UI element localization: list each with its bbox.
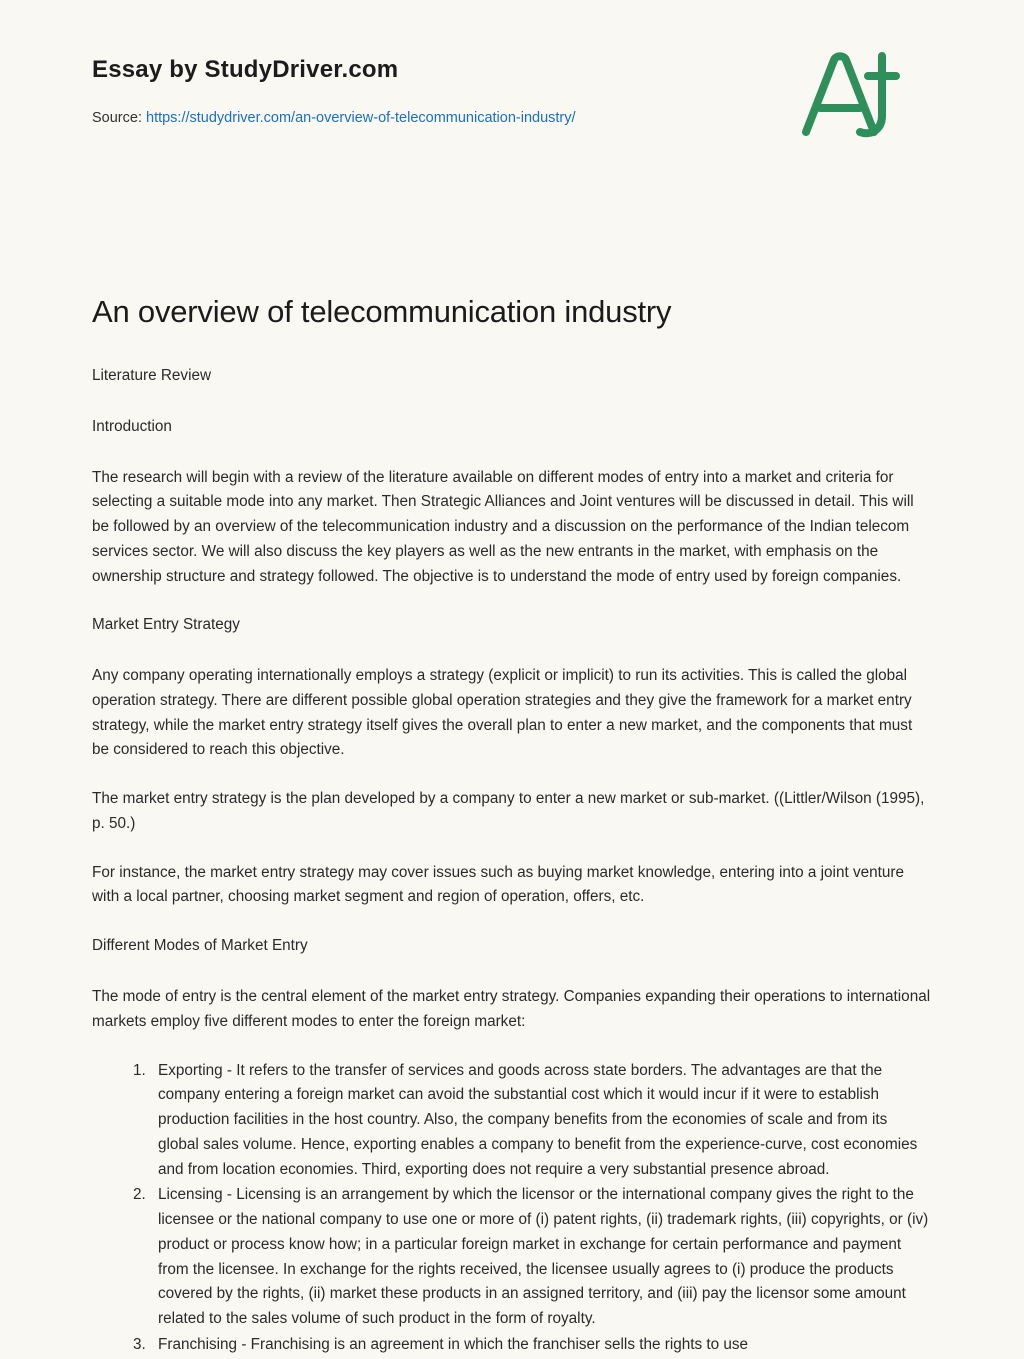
document-header bbox=[92, 56, 932, 166]
list-item: 1. Exporting - It refers to the transfer of services and goods across state borders. The advantages are that the company entering a foreign market can avoid the substantial cost which it would incur if it were to establish production facilities in the host country. Also, the company benefits from the economies of scale and from its global sales volume. Hence, exporting enables a company to benefit from the experience-curve, cost economies and from location economies. Third, exporting does not require a very substantial presence abroad. bbox=[150, 1059, 932, 1183]
section-different-modes: Different Modes of Market Entry bbox=[92, 937, 308, 955]
studydriver-logo-icon bbox=[794, 46, 902, 150]
list-item: 2. Licensing - Licensing is an arrangement by which the licensor or the international company gives the right to the licensee or the national company to use one or more of (i) patent rights, (ii) trademark rights, (iii) copyrights, or (iv) product or process know how; in a particular foreign market in exchange for certain performance and payment from the licensee. In exchange for the rights received, the licensee usually agrees to (i) produce the products covered by the rights, (ii) market these products in an assigned territory, and (iii) pay the licensor some amount related to the sales volume of such product in the form of royalty. bbox=[150, 1183, 932, 1332]
paragraph-intro-body: The research will begin with a review of the literature available on different modes of entry into a market and criteria for selecting a suitable mode into any market. Then Strategic Alliances and Joint ventures will be discussed in detail. This will be followed by an overview of the telecommunication industry and a discussion on the performance of the Indian telecom services sector. We will also discuss the key players as well as the new entrants in the market, with emphasis on the ownership structure and strategy followed. The objective is to understand the mode of entry used by foreign companies. bbox=[92, 468, 914, 585]
brand-title: Essay by StudyDriver.com bbox=[92, 56, 399, 83]
paragraph-mes-2: The market entry strategy is the plan developed by a company to enter a new market or sub-market. ((Littler/Wilson (1995), p. 50.) bbox=[92, 790, 925, 832]
paragraph-mes-1: Any company operating internationally employs a strategy (explicit or implicit) to run its activities. This is called the global operation strategy. There are different possible global operation strategies and they give the framework for a market entry strategy, while the market entry strategy itself gives the overall plan to enter a new market, and the components that must be considered to reach this objective. bbox=[92, 667, 913, 759]
page-title: An overview of telecommunication industry bbox=[92, 294, 672, 329]
section-literature-review: Literature Review bbox=[92, 367, 212, 384]
modes-list bbox=[92, 1059, 932, 1358]
paragraph-modes-intro: The mode of entry is the central element of the market entry strategy. Companies expanding their operations to international markets employ five different modes to enter the foreign market: bbox=[92, 988, 931, 1030]
source-label: Source: bbox=[92, 110, 146, 126]
source-url-link[interactable]: https://studydriver.com/an-overview-of-telecommunication-industry/ bbox=[146, 110, 576, 126]
section-introduction: Introduction bbox=[92, 417, 172, 435]
paragraph-mes-3: For instance, the market entry strategy may cover issues such as buying market knowledge, entering into a joint venture with a local partner, choosing market segment and region of operation, offers, etc. bbox=[92, 863, 904, 906]
list-item: 3. Franchising - Franchising is an agreement in which the franchiser sells the rights to use bbox=[150, 1333, 932, 1358]
document-body bbox=[92, 364, 932, 1358]
section-market-entry-strategy: Market Entry Strategy bbox=[92, 616, 240, 634]
